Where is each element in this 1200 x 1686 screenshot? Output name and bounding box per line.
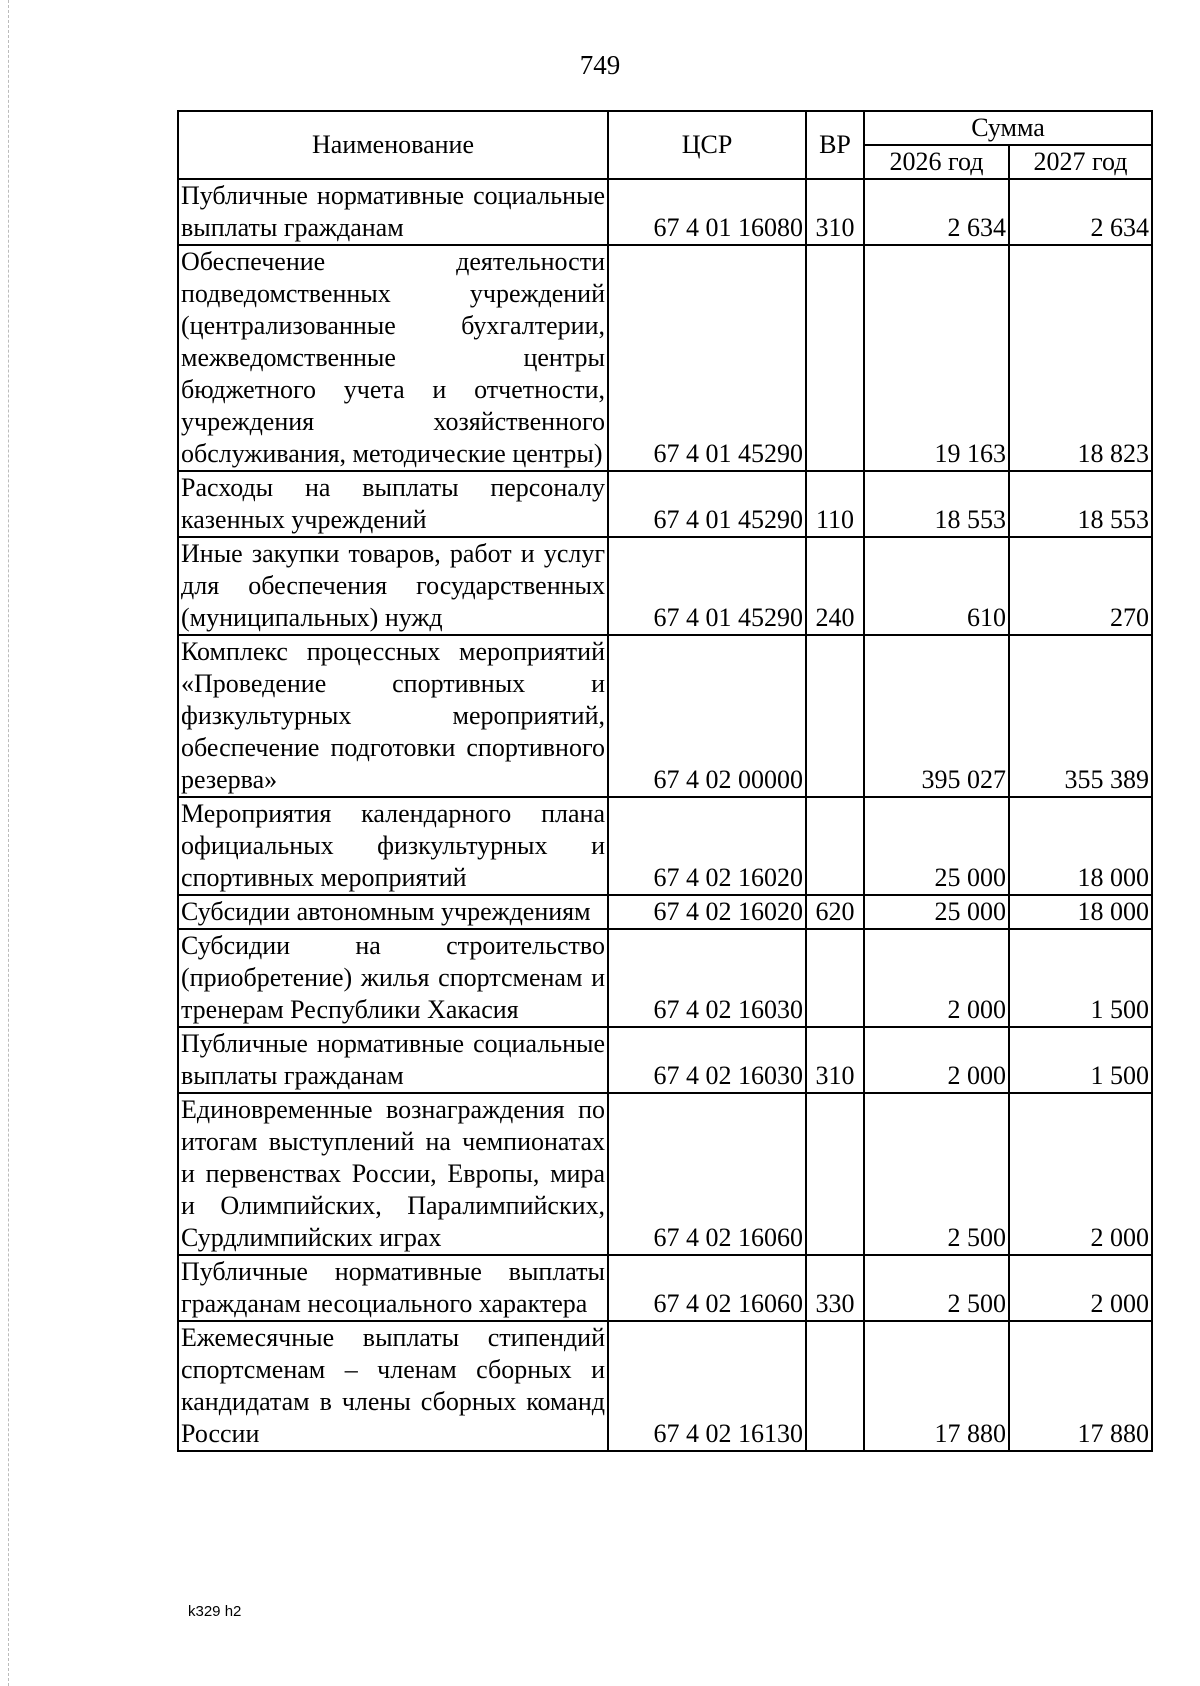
cell-2027: 2 000 bbox=[1009, 1255, 1152, 1321]
cell-2026: 25 000 bbox=[864, 797, 1009, 895]
cell-csr: 67 4 02 00000 bbox=[608, 635, 806, 797]
header-2027: 2027 год bbox=[1009, 145, 1152, 179]
cell-2027: 1 500 bbox=[1009, 929, 1152, 1027]
cell-vr bbox=[806, 1093, 864, 1255]
cell-name: Субсидии автономным учреждениям bbox=[178, 895, 608, 929]
cell-2026: 2 500 bbox=[864, 1255, 1009, 1321]
cell-name: Комплекс процессных мероприятий «Проведение спортивных и физкультурных мероприятий, обеспечение подготовки спортивного резерва» bbox=[178, 635, 608, 797]
cell-2027: 18 000 bbox=[1009, 895, 1152, 929]
table-row bbox=[178, 1255, 1152, 1321]
cell-csr: 67 4 01 16080 bbox=[608, 179, 806, 245]
cell-csr: 67 4 01 45290 bbox=[608, 245, 806, 471]
margin-dashed-rule bbox=[8, 0, 9, 1686]
cell-2026: 25 000 bbox=[864, 895, 1009, 929]
cell-2026: 18 553 bbox=[864, 471, 1009, 537]
cell-csr: 67 4 02 16020 bbox=[608, 797, 806, 895]
cell-2027: 18 000 bbox=[1009, 797, 1152, 895]
cell-2027: 2 634 bbox=[1009, 179, 1152, 245]
cell-2027: 18 823 bbox=[1009, 245, 1152, 471]
cell-2026: 395 027 bbox=[864, 635, 1009, 797]
cell-2026: 19 163 bbox=[864, 245, 1009, 471]
header-csr: ЦСР bbox=[608, 111, 806, 179]
cell-vr: 330 bbox=[806, 1255, 864, 1321]
table-row bbox=[178, 471, 1152, 537]
cell-2026: 2 500 bbox=[864, 1093, 1009, 1255]
cell-vr: 620 bbox=[806, 895, 864, 929]
cell-2027: 17 880 bbox=[1009, 1321, 1152, 1451]
cell-name: Иные закупки товаров, работ и услуг для обеспечения государственных (муниципальных) нужд bbox=[178, 537, 608, 635]
cell-vr bbox=[806, 635, 864, 797]
cell-name: Субсидии на строительство (приобретение) жилья спортсменам и тренерам Республики Хакасия bbox=[178, 929, 608, 1027]
table-row bbox=[178, 895, 1152, 929]
cell-2027: 1 500 bbox=[1009, 1027, 1152, 1093]
cell-vr bbox=[806, 797, 864, 895]
cell-2027: 18 553 bbox=[1009, 471, 1152, 537]
table-row bbox=[178, 1093, 1152, 1255]
cell-vr: 240 bbox=[806, 537, 864, 635]
cell-name: Единовременные вознаграждения по итогам выступлений на чемпионатах и первенствах России, Европы, мира и Олимпийских, Паралимпийских, Сурдлимпийских играх bbox=[178, 1093, 608, 1255]
header-vr: ВР bbox=[806, 111, 864, 179]
cell-csr: 67 4 02 16060 bbox=[608, 1093, 806, 1255]
cell-2027: 355 389 bbox=[1009, 635, 1152, 797]
cell-2026: 2 000 bbox=[864, 1027, 1009, 1093]
cell-name: Ежемесячные выплаты стипендий спортсменам – членам сборных и кандидатам в члены сборных команд России bbox=[178, 1321, 608, 1451]
table-row bbox=[178, 635, 1152, 797]
cell-vr: 310 bbox=[806, 1027, 864, 1093]
cell-csr: 67 4 01 45290 bbox=[608, 537, 806, 635]
cell-vr bbox=[806, 245, 864, 471]
cell-csr: 67 4 02 16060 bbox=[608, 1255, 806, 1321]
table-row bbox=[178, 929, 1152, 1027]
cell-name: Мероприятия календарного плана официальных физкультурных и спортивных мероприятий bbox=[178, 797, 608, 895]
page-number: 749 bbox=[579, 50, 621, 80]
cell-2026: 2 000 bbox=[864, 929, 1009, 1027]
footer-document-code: k329 h2 bbox=[188, 1603, 242, 1620]
budget-table bbox=[177, 110, 1153, 1452]
cell-csr: 67 4 01 45290 bbox=[608, 471, 806, 537]
cell-vr: 110 bbox=[806, 471, 864, 537]
cell-2026: 2 634 bbox=[864, 179, 1009, 245]
cell-vr bbox=[806, 929, 864, 1027]
table-row bbox=[178, 797, 1152, 895]
cell-vr bbox=[806, 1321, 864, 1451]
table-row bbox=[178, 1027, 1152, 1093]
cell-2026: 610 bbox=[864, 537, 1009, 635]
cell-name: Обеспечение деятельности подведомственных учреждений (централизованные бухгалтерии, межведомственные центры бюджетного учета и отчетности, учреждения хозяйственного обслуживания, методические центры) bbox=[178, 245, 608, 471]
table-row bbox=[178, 179, 1152, 245]
table-row bbox=[178, 537, 1152, 635]
header-sum: Сумма bbox=[864, 111, 1152, 145]
cell-vr: 310 bbox=[806, 179, 864, 245]
cell-csr: 67 4 02 16030 bbox=[608, 1027, 806, 1093]
cell-2026: 17 880 bbox=[864, 1321, 1009, 1451]
table-row bbox=[178, 245, 1152, 471]
header-name: Наименование bbox=[178, 111, 608, 179]
table-row bbox=[178, 1321, 1152, 1451]
cell-name: Публичные нормативные социальные выплаты гражданам bbox=[178, 179, 608, 245]
cell-name: Публичные нормативные выплаты гражданам несоциального характера bbox=[178, 1255, 608, 1321]
cell-name: Публичные нормативные социальные выплаты гражданам bbox=[178, 1027, 608, 1093]
cell-csr: 67 4 02 16030 bbox=[608, 929, 806, 1027]
cell-csr: 67 4 02 16130 bbox=[608, 1321, 806, 1451]
cell-2027: 2 000 bbox=[1009, 1093, 1152, 1255]
cell-name: Расходы на выплаты персоналу казенных учреждений bbox=[178, 471, 608, 537]
cell-2027: 270 bbox=[1009, 537, 1152, 635]
table-header bbox=[178, 111, 1152, 179]
cell-csr: 67 4 02 16020 bbox=[608, 895, 806, 929]
header-2026: 2026 год bbox=[864, 145, 1009, 179]
table-body bbox=[178, 179, 1152, 1451]
